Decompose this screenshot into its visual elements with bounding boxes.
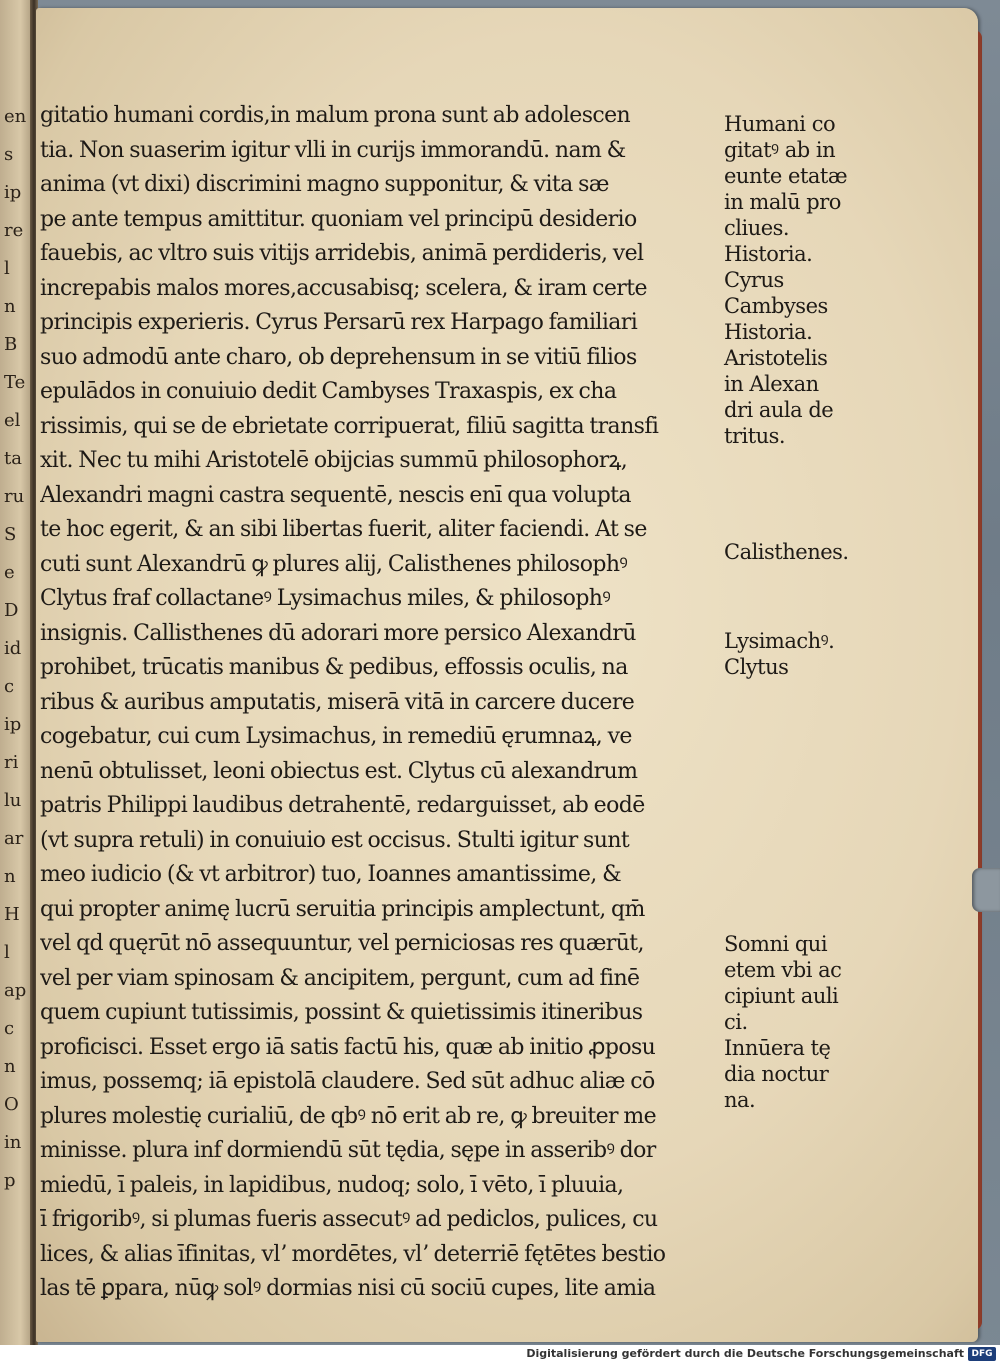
facing-page-fragment: H [4,904,20,925]
margin-note-line: ci. [724,1010,748,1034]
text-line: (vt supra retuli) in conuiuio est occisus. Stulti igitur sunt [40,827,630,853]
margin-note-line: Clytus [724,655,789,679]
margin-note-line: in malū pro [724,190,841,214]
facing-page-fragment: n [4,296,16,317]
margin-note-line: Historia. [724,242,813,266]
margin-note-line: dri aula de [724,398,834,422]
text-line: cuti sunt Alexandrū ꝙ plures alij, Calisthenes philosophꝰ [40,551,628,577]
text-line: insignis. Callisthenes dū adorari more persico Alexandrū [40,620,636,646]
text-line: minisse. plura inf dormiendū sūt tędia, sępe in asseribꝰ dor [40,1138,656,1163]
facing-page-fragment: ri [4,752,19,773]
margin-note-line: Innūera tę [724,1036,831,1060]
facing-page-text-fragments [0,0,32,1345]
margin-note-line: dia noctur [724,1062,829,1086]
text-line: qui propter animę lucrū seruitia principis amplectunt, qm̄ [40,896,645,922]
margin-note-line: Cambyses [724,294,828,318]
text-line: meo iudicio (& vt arbitror) tuo, Ioannes amantissime, & [40,862,622,887]
text-line: xit. Nec tu mihi Aristotelē obijcias summū philosophorꝝ, [40,448,628,473]
facing-page-fragment: n [4,866,16,887]
facing-page-fragment: p [4,1170,16,1191]
text-line: plures molestię curialiū, de qbꝰ nō erit ab re, ꝙ breuiter me [40,1103,657,1129]
margin-note-line: etem vbi ac [724,958,842,982]
margin-note-line: gitatꝰ ab in [724,138,836,162]
margin-note [724,628,874,680]
facing-page-fragment: ar [4,828,24,849]
facing-page-fragment: id [4,638,22,659]
facing-page-fragment: ap [4,980,27,1001]
page-clip [972,868,1000,912]
text-line: rissimis, qui se de ebrietate corripuerat, filiū sagitta transfi [40,413,659,439]
facing-page-fragment: e [4,562,15,583]
margin-note-line: Calisthenes. [724,540,849,564]
text-line: ī frigoribꝰ, si plumas fueris assecutꝰ ad pediclos, pulices, cu [40,1207,658,1232]
text-line: tia. Non suaserim igitur vlli in curijs immorandū. nam & [40,137,626,163]
margin-note-line: Historia. [724,320,813,344]
text-line: fauebis, ac vltro suis vitijs arridebis, animā perdideris, vel [40,241,644,266]
facing-page-fragment: ta [4,448,22,469]
text-line: las tē ꝑpara, nūꝙ solꝰ dormias nisi cū sociū cupes, lite amia [40,1276,656,1301]
facing-page-fragment: c [4,1018,15,1039]
text-line: epulādos in conuiuio dedit Cambyses Traxaspis, ex cha [40,379,617,404]
margin-note-line: eunte etatæ [724,164,848,188]
facing-page-fragment: in [4,1132,22,1153]
text-line: suo admodū ante charo, ob deprehensum in se vitiū filios [40,344,637,370]
text-line: Alexandri magni castra sequentē, nescis enī qua volupta [40,482,631,508]
text-line: quem cupiunt tutissimis, possint & quietissimis itineribus [40,1000,643,1025]
text-line: cogebatur, cui cum Lysimachus, in remediū ęrumnaꝝ, ve [40,724,632,749]
margin-note-line: Cyrus [724,268,784,292]
text-line: patris Philippi laudibus detrahentē, redarguisset, ab eodē [40,793,645,818]
main-text-column [40,99,720,1307]
margin-note-line: cipiunt auli [724,984,839,1008]
funding-credit: Digitalisierung gefördert durch die Deutsche Forschungsgemeinschaft [526,1347,964,1360]
facing-page-fragment: ru [4,486,25,507]
margin-note-line: tritus. [724,424,786,448]
facing-page-fragment: B [4,334,18,355]
facing-page-fragment: c [4,676,15,697]
facing-page-fragment: l [4,258,10,279]
facing-page-fragment: S [4,524,17,545]
facing-page-fragment: ip [4,714,22,735]
text-line: pe ante tempus amittitur. quoniam vel principū desiderio [40,206,637,232]
margin-note [724,111,874,449]
text-line: te hoc egerit, & an sibi libertas fuerit, aliter faciendi. At se [40,517,647,542]
text-line: ribus & auribus amputatis, miserā vitā in carcere ducere [40,689,635,715]
text-line: increpabis malos mores,accusabisq; scelera, & iram certe [40,275,647,301]
margin-note [724,539,874,565]
facing-page-fragment: Te [4,372,26,393]
facing-page-fragment: el [4,410,21,431]
facing-page-fragment: re [4,220,24,241]
margin-note-line: cliues. [724,216,790,240]
facing-page-fragment: D [4,600,19,621]
text-line: principis experieris. Cyrus Persarū rex Harpago familiari [40,310,638,335]
facing-page-fragment: lu [4,790,22,811]
text-line: prohibet, trūcatis manibus & pedibus, effossis oculis, na [40,655,628,680]
text-line: gitatio humani cordis,in malum prona sunt ab adolescen [40,103,631,128]
margin-note [724,931,874,1113]
facing-page-fragment: ip [4,182,22,203]
margin-note-line: Humani co [724,112,836,136]
margin-note-line: Lysimachꝰ. [724,629,835,653]
text-line: lices, & alias īfinitas, vlʼ mordētes, vlʼ deterriē fętētes bestio [40,1241,666,1267]
text-line: miedū, ī paleis, in lapidibus, nudoq; solo, ī vēto, ī pluuia, [40,1172,624,1198]
footer-bar [0,1345,1000,1364]
text-line: imus, possemq; iā epistolā claudere. Sed sūt adhuc aliæ cō [40,1069,655,1094]
facing-page-fragment: en [4,106,27,127]
text-line: anima (vt dixi) discrimini magno supponitur, & vita sæ [40,172,609,197]
margin-note-line: in Alexan [724,372,819,396]
text-line: Clytus fraf collactaneꝰ Lysimachus miles, & philosophꝰ [40,586,611,611]
facing-page-fragment: s [4,144,14,165]
margin-note-line: na. [724,1088,756,1112]
margin-note-line: Aristotelis [724,346,828,370]
margin-note-line: Somni qui [724,932,828,956]
text-line: nenū obtulisset, leoni obiectus est. Clytus cū alexandrum [40,758,638,784]
text-line: proficisci. Esset ergo iā satis factū his, quæ ab initio ꝓposu [40,1034,656,1060]
facing-page-fragment: n [4,1056,16,1077]
text-line: vel qd quęrūt nō assequuntur, vel perniciosas res quærūt, [40,931,644,956]
facing-page-fragment: l [4,942,10,963]
dfg-logo: DFG [968,1347,996,1361]
text-line: vel per viam spinosam & ancipitem, pergunt, cum ad finē [40,965,640,991]
facing-page-fragment: O [4,1094,19,1115]
